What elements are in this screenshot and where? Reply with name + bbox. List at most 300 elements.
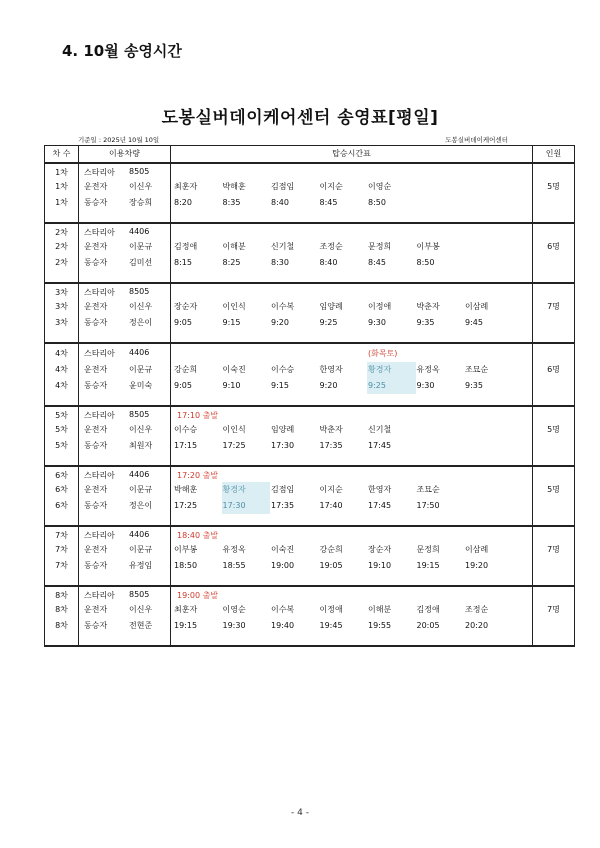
header-count: 인원	[533, 146, 575, 163]
driver-role: 운전자	[84, 242, 108, 251]
round-label: 5차	[45, 406, 79, 422]
passenger-count: 7명	[533, 542, 575, 558]
vehicle-info	[79, 544, 170, 555]
round-label: 5차	[45, 438, 79, 454]
passenger-count: 5명	[533, 422, 575, 438]
passenger-name: 이삼례	[465, 301, 489, 311]
round-label: 4차	[45, 362, 79, 378]
schedule-line	[171, 530, 532, 541]
schedule-cell	[171, 422, 533, 438]
vehicle-name: 스타리아	[84, 349, 115, 358]
round-label: 7차	[45, 542, 79, 558]
spacer-cell	[45, 454, 79, 466]
passenger-name: 이해분	[222, 241, 246, 251]
round-label: 1차	[45, 179, 79, 195]
schedule-cell	[171, 542, 533, 558]
spacer-cell	[171, 331, 533, 343]
assistant-role: 동승자	[84, 501, 108, 510]
round-label: 2차	[45, 239, 79, 255]
vehicle-cell	[79, 602, 171, 618]
pickup-time: 19:20	[465, 560, 489, 570]
pickup-time: 9:25	[319, 317, 338, 327]
spacer-cell	[45, 211, 79, 223]
passenger-count	[533, 498, 575, 514]
schedule-line	[171, 482, 532, 498]
vehicle-cell	[79, 586, 171, 602]
group-8	[45, 586, 575, 646]
schedule-cell	[171, 179, 533, 195]
schedule-line	[171, 498, 532, 514]
pickup-time: 17:35	[271, 500, 295, 510]
passenger-name: 황경자	[367, 362, 416, 378]
passenger-name: 신기철	[271, 241, 295, 251]
assistant-name: 유정임	[129, 561, 153, 570]
vehicle-info	[79, 470, 170, 481]
schedule-cell	[171, 466, 533, 482]
group-spacer	[45, 514, 575, 526]
round-label: 7차	[45, 526, 79, 542]
schedule-line	[171, 602, 532, 618]
group-spacer	[45, 574, 575, 586]
pickup-time: 19:00	[271, 560, 295, 570]
vehicle-info	[79, 590, 170, 601]
passenger-count	[533, 315, 575, 331]
driver-role: 운전자	[84, 485, 108, 494]
spacer-cell	[171, 394, 533, 406]
pickup-time: 9:25	[367, 378, 416, 394]
schedule-cell	[171, 163, 533, 179]
assistant-role: 동승자	[84, 381, 108, 390]
spacer-cell	[533, 394, 575, 406]
pickup-time: 8:50	[368, 197, 386, 207]
passenger-name: 이영순	[222, 604, 246, 614]
departure-notice: 17:20 출발	[177, 470, 219, 480]
passenger-name: 강순희	[174, 364, 198, 374]
pickup-time: 18:50	[174, 560, 198, 570]
passenger-count	[533, 283, 575, 299]
driver-name: 이문규	[129, 485, 153, 494]
spacer-cell	[533, 634, 575, 646]
table-row	[45, 239, 575, 255]
passenger-name: 김정애	[416, 604, 440, 614]
assistant-name: 김미선	[129, 258, 153, 267]
table-row	[45, 223, 575, 239]
spacer	[173, 346, 222, 362]
pickup-time: 19:15	[174, 620, 198, 630]
passenger-name: 유정옥	[222, 544, 246, 554]
vehicle-cell	[79, 558, 171, 574]
passenger-name: 박춘자	[319, 424, 343, 434]
spacer-cell	[533, 514, 575, 526]
schedule-cell	[171, 618, 533, 634]
table-row	[45, 179, 575, 195]
schedule-line	[171, 618, 532, 634]
passenger-name: 장순자	[368, 544, 392, 554]
pickup-time: 17:25	[222, 440, 246, 450]
vehicle-info	[79, 364, 170, 375]
passenger-count: 5명	[533, 179, 575, 195]
pickup-time: 19:45	[319, 620, 343, 630]
pickup-time: 19:10	[368, 560, 392, 570]
schedule-cell	[171, 283, 533, 299]
passenger-name: 조묘순	[416, 484, 440, 494]
assistant-name: 최원자	[129, 441, 153, 450]
spacer-cell	[533, 454, 575, 466]
passenger-name: 이영순	[368, 181, 392, 191]
schedule-line	[171, 470, 532, 481]
assistant-role: 동승자	[84, 198, 108, 207]
schedule-line	[171, 346, 532, 362]
passenger-count	[533, 343, 575, 362]
schedule-cell	[171, 558, 533, 574]
round-label: 1차	[45, 163, 79, 179]
assistant-name: 정은이	[129, 318, 153, 327]
passenger-name: 이부봉	[174, 544, 198, 554]
pickup-time: 17:30	[222, 498, 271, 514]
spacer	[222, 346, 271, 362]
pickup-time: 9:15	[271, 380, 289, 390]
driver-name: 이신우	[129, 605, 153, 614]
passenger-count: 7명	[533, 299, 575, 315]
spacer-cell	[45, 331, 79, 343]
schedule-cell	[171, 343, 533, 362]
assistant-role: 동승자	[84, 318, 108, 327]
pickup-time: 19:40	[271, 620, 295, 630]
passenger-count	[533, 378, 575, 394]
table-row	[45, 422, 575, 438]
group-5	[45, 406, 575, 466]
passenger-name: 박춘자	[416, 301, 440, 311]
schedule-cell	[171, 406, 533, 422]
vehicle-cell	[79, 163, 171, 179]
vehicle-name: 스타리아	[84, 410, 115, 420]
passenger-count	[533, 163, 575, 179]
vehicle-info	[79, 348, 170, 359]
vehicle-info	[79, 287, 170, 298]
spacer-cell	[533, 271, 575, 283]
vehicle-info	[79, 197, 170, 208]
vehicle-info	[79, 301, 170, 312]
passenger-name: 이인식	[222, 301, 246, 311]
round-label: 7차	[45, 558, 79, 574]
pickup-time: 17:50	[416, 500, 440, 510]
passenger-name: 이삼례	[465, 544, 489, 554]
spacer-cell	[79, 394, 171, 406]
spacer-cell	[79, 211, 171, 223]
table-row	[45, 558, 575, 574]
spacer-cell	[79, 574, 171, 586]
passenger-name: 장순자	[174, 301, 198, 311]
vehicle-cell	[79, 618, 171, 634]
pickup-time: 17:25	[174, 500, 198, 510]
schedule-cell	[171, 362, 533, 378]
passenger-name: 문정희	[416, 544, 440, 554]
driver-role: 운전자	[84, 545, 108, 554]
group-4	[45, 343, 575, 406]
round-label: 3차	[45, 283, 79, 299]
vehicle-info	[79, 500, 170, 511]
table-row	[45, 466, 575, 482]
assistant-name: 윤미숙	[129, 381, 153, 390]
passenger-name: 이부봉	[416, 241, 440, 251]
passenger-name: 문정희	[368, 241, 392, 251]
vehicle-cell	[79, 179, 171, 195]
table-row	[45, 618, 575, 634]
reference-date: 기준일 : 2025년 10월 10일	[78, 136, 160, 144]
passenger-count: 7명	[533, 602, 575, 618]
passenger-count	[533, 255, 575, 271]
schedule-line	[171, 362, 532, 378]
round-label: 2차	[45, 255, 79, 271]
passenger-name: 이수복	[271, 301, 295, 311]
pickup-time: 9:20	[271, 317, 289, 327]
schedule-cell	[171, 223, 533, 239]
document-title: 도봉실버데이케어센터 송영표[평일]	[161, 108, 439, 128]
schedule-line	[171, 438, 532, 454]
passenger-name: 이정애	[319, 604, 343, 614]
table-row	[45, 482, 575, 498]
spacer-cell	[45, 574, 79, 586]
vehicle-info	[79, 257, 170, 268]
pickup-time: 9:30	[416, 380, 435, 390]
pickup-time: 9:35	[416, 317, 435, 327]
driver-role: 운전자	[84, 302, 108, 311]
departure-notice: 17:10 출발	[177, 410, 219, 420]
vehicle-info	[79, 241, 170, 252]
vehicle-cell	[79, 378, 171, 394]
vehicle-cell	[79, 195, 171, 211]
center-name: 도봉실버데이케어센터	[445, 136, 508, 144]
vehicle-number: 4406	[129, 348, 150, 357]
driver-name: 이문규	[129, 365, 153, 374]
spacer	[270, 346, 319, 362]
vehicle-cell	[79, 362, 171, 378]
vehicle-cell	[79, 466, 171, 482]
pickup-time: 8:35	[222, 197, 241, 207]
spacer-cell	[79, 454, 171, 466]
pickup-time: 19:15	[416, 560, 440, 570]
header-round: 차 수	[45, 146, 79, 163]
table-row	[45, 602, 575, 618]
round-label: 6차	[45, 482, 79, 498]
table-row	[45, 315, 575, 331]
table-row	[45, 163, 575, 179]
spacer-cell	[79, 271, 171, 283]
assistant-role: 동승자	[84, 258, 108, 267]
schedule-line	[171, 179, 532, 195]
passenger-name: 박해훈	[222, 181, 246, 191]
group-3	[45, 283, 575, 343]
round-label: 6차	[45, 498, 79, 514]
vehicle-info	[79, 620, 170, 631]
pickup-time: 8:50	[416, 257, 435, 267]
round-label: 8차	[45, 618, 79, 634]
passenger-name: 한영자	[368, 484, 392, 494]
section-heading: 4. 10월 송영시간	[62, 42, 182, 60]
spacer-cell	[171, 514, 533, 526]
passenger-count: 6명	[533, 362, 575, 378]
vehicle-cell	[79, 422, 171, 438]
pickup-time: 20:20	[465, 620, 489, 630]
table-row	[45, 195, 575, 211]
round-label: 3차	[45, 315, 79, 331]
pickup-time: 17:30	[271, 440, 295, 450]
schedule-line	[171, 410, 532, 421]
table-row	[45, 283, 575, 299]
pickup-time: 9:45	[465, 317, 483, 327]
passenger-count	[533, 586, 575, 602]
spacer-cell	[171, 211, 533, 223]
pickup-time: 9:10	[222, 380, 241, 390]
passenger-name: 임양례	[271, 424, 295, 434]
table-row	[45, 343, 575, 362]
round-label: 3차	[45, 299, 79, 315]
passenger-name: 박해훈	[174, 484, 198, 494]
spacer-cell	[45, 394, 79, 406]
vehicle-cell	[79, 255, 171, 271]
vehicle-cell	[79, 498, 171, 514]
vehicle-info	[79, 530, 170, 541]
passenger-name: 이지순	[319, 484, 343, 494]
pickup-time: 8:45	[319, 197, 338, 207]
schedule-line	[171, 255, 532, 271]
schedule-cell	[171, 299, 533, 315]
group-6	[45, 466, 575, 526]
group-2	[45, 223, 575, 283]
group-spacer	[45, 454, 575, 466]
vehicle-name: 스타리아	[84, 530, 115, 540]
driver-role: 운전자	[84, 365, 108, 374]
assistant-name: 장승희	[129, 198, 153, 207]
driver-name: 이신우	[129, 182, 153, 191]
table-row	[45, 255, 575, 271]
passenger-count	[533, 223, 575, 239]
passenger-count: 6명	[533, 239, 575, 255]
passenger-name: 강순희	[319, 544, 343, 554]
vehicle-name: 스타리아	[84, 287, 115, 297]
schedule-table	[44, 145, 575, 647]
round-label: 8차	[45, 586, 79, 602]
day-note: (화목토)	[368, 348, 398, 358]
pickup-time: 8:40	[319, 257, 338, 267]
passenger-count	[533, 438, 575, 454]
passenger-name: 조묘순	[465, 364, 489, 374]
table-row	[45, 498, 575, 514]
spacer-cell	[533, 331, 575, 343]
assistant-name: 전현준	[129, 621, 153, 630]
schedule-line	[171, 558, 532, 574]
table-row	[45, 406, 575, 422]
pickup-time: 9:05	[174, 317, 192, 327]
pickup-time: 19:05	[319, 560, 343, 570]
round-label: 1차	[45, 195, 79, 211]
schedule-line	[171, 590, 532, 601]
vehicle-cell	[79, 223, 171, 239]
pickup-time: 19:30	[222, 620, 246, 630]
vehicle-cell	[79, 406, 171, 422]
table-row	[45, 586, 575, 602]
vehicle-cell	[79, 283, 171, 299]
pickup-time: 8:30	[271, 257, 289, 267]
driver-name: 이신우	[129, 425, 153, 434]
pickup-time: 19:55	[368, 620, 392, 630]
departure-notice: 18:40 출발	[177, 530, 219, 540]
vehicle-cell	[79, 299, 171, 315]
pickup-time: 8:40	[271, 197, 289, 207]
vehicle-number: 8505	[129, 286, 150, 296]
passenger-name: 한영자	[319, 364, 343, 374]
driver-name: 이신우	[129, 302, 153, 311]
group-spacer	[45, 271, 575, 283]
passenger-count	[533, 406, 575, 422]
spacer-cell	[79, 331, 171, 343]
vehicle-info	[79, 227, 170, 238]
schedule-cell	[171, 315, 533, 331]
vehicle-number: 4406	[129, 529, 150, 539]
pickup-time: 17:15	[174, 440, 198, 450]
pickup-time: 18:55	[222, 560, 246, 570]
vehicle-info	[79, 484, 170, 495]
table-row	[45, 299, 575, 315]
spacer-cell	[171, 454, 533, 466]
group-spacer	[45, 211, 575, 223]
vehicle-cell	[79, 542, 171, 558]
schedule-line	[171, 378, 532, 394]
schedule-line	[171, 195, 532, 211]
passenger-name: 이정애	[368, 301, 392, 311]
schedule-cell	[171, 378, 533, 394]
schedule-cell	[171, 195, 533, 211]
vehicle-info	[79, 181, 170, 192]
pickup-time: 17:45	[368, 500, 392, 510]
vehicle-cell	[79, 438, 171, 454]
vehicle-cell	[79, 239, 171, 255]
round-label: 5차	[45, 422, 79, 438]
passenger-name: 최훈자	[174, 181, 198, 191]
header-vehicle: 이용차량	[79, 146, 171, 163]
vehicle-info	[79, 380, 170, 391]
passenger-name: 김정애	[174, 241, 198, 251]
passenger-name: 최훈자	[174, 604, 198, 614]
assistant-name: 정은이	[129, 501, 153, 510]
assistant-role: 동승자	[84, 621, 108, 630]
vehicle-cell	[79, 526, 171, 542]
table-row	[45, 438, 575, 454]
pickup-time: 8:25	[222, 257, 241, 267]
schedule-cell	[171, 255, 533, 271]
driver-name: 이문규	[129, 242, 153, 251]
spacer-cell	[533, 211, 575, 223]
passenger-name: 이숙진	[222, 364, 246, 374]
header-schedule: 탑승시간표	[171, 146, 533, 163]
vehicle-name: 스타리아	[84, 470, 115, 480]
passenger-count	[533, 195, 575, 211]
page-number: - 4 -	[291, 808, 309, 818]
schedule-line	[171, 422, 532, 438]
assistant-role: 동승자	[84, 441, 108, 450]
passenger-name: 조정순	[465, 604, 489, 614]
passenger-name: 임양례	[319, 301, 343, 311]
assistant-role: 동승자	[84, 561, 108, 570]
vehicle-info	[79, 604, 170, 615]
spacer-cell	[171, 271, 533, 283]
pickup-time: 17:35	[319, 440, 343, 450]
table-row	[45, 526, 575, 542]
table-row	[45, 362, 575, 378]
spacer-cell	[79, 514, 171, 526]
spacer-cell	[533, 574, 575, 586]
vehicle-cell	[79, 343, 171, 362]
